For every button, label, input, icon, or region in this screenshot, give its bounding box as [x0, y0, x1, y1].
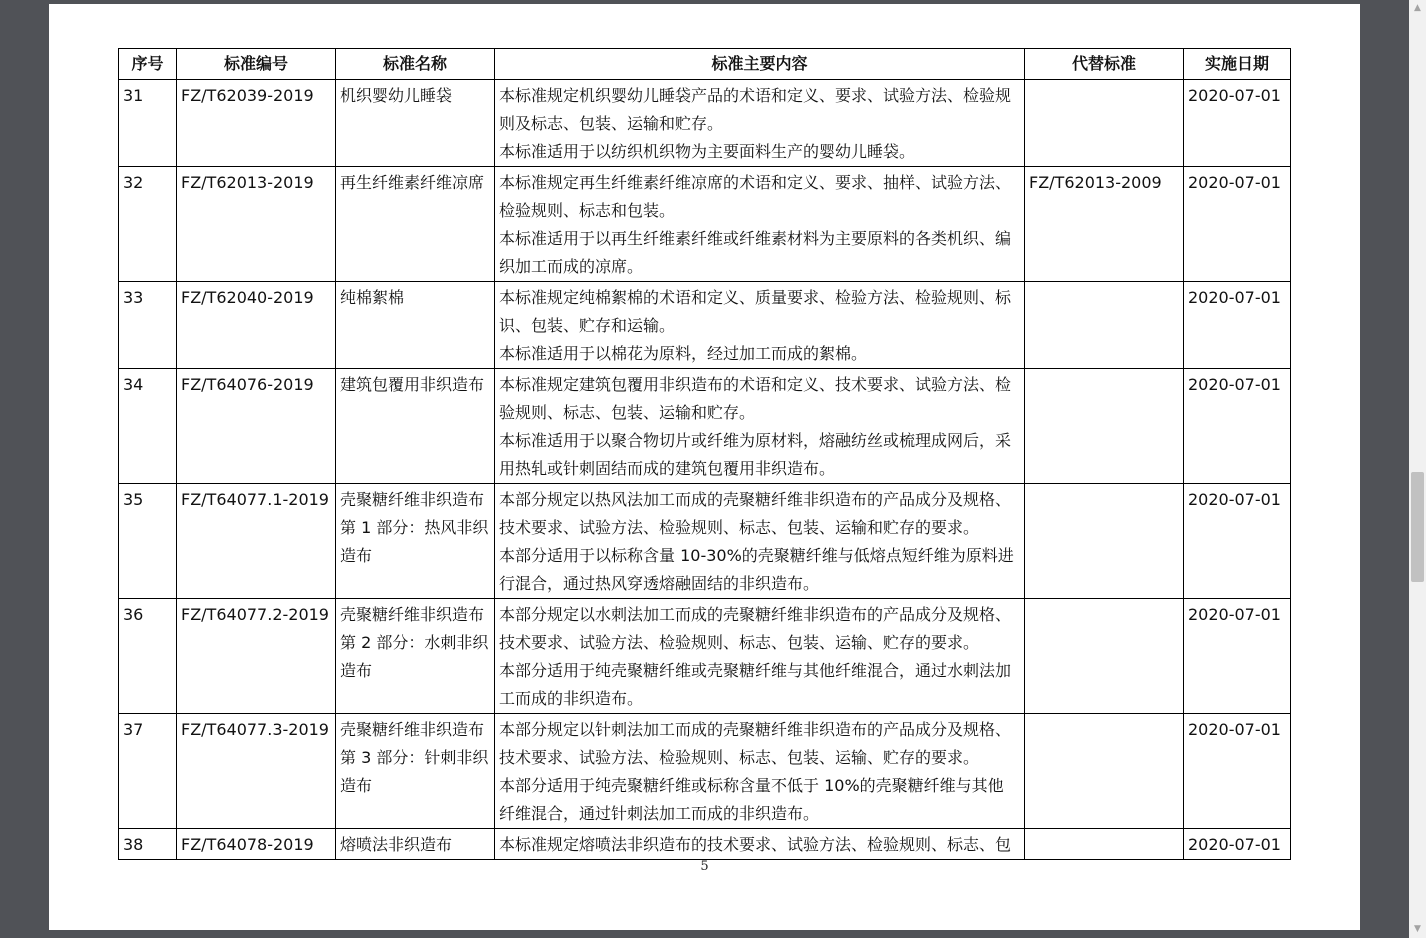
scrollbar-thumb[interactable]	[1411, 472, 1424, 582]
cell-code: FZ/T62040-2019	[177, 282, 336, 369]
cell-content-line: 本标准适用于以棉花为原料，经过加工而成的絮棉。	[499, 344, 868, 363]
table-header-row	[119, 49, 1291, 80]
cell-no: 35	[119, 484, 177, 599]
standards-table	[118, 48, 1291, 860]
cell-content-line: 本标准适用于以聚合物切片或纤维为原材料，熔融纺丝或梳理成网后，采	[499, 431, 1012, 450]
cell-replaces	[1025, 484, 1184, 599]
cell-name-line: 熔喷法非织造布	[340, 835, 453, 854]
table-row	[119, 599, 1291, 714]
cell-replaces	[1025, 282, 1184, 369]
cell-content	[495, 80, 1025, 167]
cell-content-line: 本标准适用于以纺织机织物为主要面料生产的婴幼儿睡袋。	[499, 142, 916, 161]
cell-no: 38	[119, 829, 177, 860]
cell-content	[495, 484, 1025, 599]
header-no: 序号	[119, 49, 177, 80]
page-number: 5	[700, 859, 709, 874]
cell-name-line: 壳聚糖纤维非织造布	[340, 720, 485, 739]
cell-name	[336, 167, 495, 282]
cell-no: 34	[119, 369, 177, 484]
cell-date: 2020-07-01	[1184, 599, 1291, 714]
cell-replaces	[1025, 599, 1184, 714]
header-name: 标准名称	[336, 49, 495, 80]
cell-name	[336, 599, 495, 714]
cell-code: FZ/T62039-2019	[177, 80, 336, 167]
cell-no: 36	[119, 599, 177, 714]
cell-code: FZ/T62013-2019	[177, 167, 336, 282]
cell-content-line: 识、包装、贮存和运输。	[499, 316, 676, 335]
vertical-scrollbar[interactable]	[1409, 0, 1426, 938]
cell-content-line: 技术要求、试验方法、检验规则、标志、包装、运输、贮存的要求。	[499, 633, 980, 652]
cell-replaces	[1025, 714, 1184, 829]
cell-name	[336, 80, 495, 167]
cell-replaces	[1025, 80, 1184, 167]
cell-name	[336, 714, 495, 829]
header-replaces: 代替标准	[1025, 49, 1184, 80]
cell-date: 2020-07-01	[1184, 829, 1291, 860]
cell-name-line: 壳聚糖纤维非织造布	[340, 490, 485, 509]
cell-date: 2020-07-01	[1184, 167, 1291, 282]
table-row	[119, 714, 1291, 829]
table-row	[119, 167, 1291, 282]
cell-replaces: FZ/T62013-2009	[1025, 167, 1184, 282]
cell-content	[495, 714, 1025, 829]
cell-content-line: 工而成的非织造布。	[499, 689, 644, 708]
cell-content-line: 技术要求、试验方法、检验规则、标志、包装、运输和贮存的要求。	[499, 518, 980, 537]
cell-content-line: 本部分适用于纯壳聚糖纤维或壳聚糖纤维与其他纤维混合，通过水刺法加	[499, 661, 1012, 680]
cell-content-line: 技术要求、试验方法、检验规则、标志、包装、运输、贮存的要求。	[499, 748, 980, 767]
cell-content-line: 行混合，通过热风穿透熔融固结的非织造布。	[499, 574, 820, 593]
cell-code: FZ/T64077.1-2019	[177, 484, 336, 599]
cell-content-line: 本标准规定建筑包覆用非织造布的术语和定义、技术要求、试验方法、检	[499, 375, 1012, 394]
scroll-down-arrow-icon[interactable]: ▼	[1414, 924, 1421, 934]
cell-content-line: 用热轧或针刺固结而成的建筑包覆用非织造布。	[499, 459, 836, 478]
cell-content	[495, 829, 1025, 860]
header-content: 标准主要内容	[495, 49, 1025, 80]
cell-name-line: 机织婴幼儿睡袋	[340, 86, 453, 105]
cell-content	[495, 167, 1025, 282]
cell-name-line: 造布	[340, 661, 373, 680]
cell-content-line: 本标准规定纯棉絮棉的术语和定义、质量要求、检验方法、检验规则、标	[499, 288, 1012, 307]
cell-name	[336, 484, 495, 599]
cell-name-line: 纯棉絮棉	[340, 288, 405, 307]
cell-name-line: 建筑包覆用非织造布	[340, 375, 485, 394]
cell-content-line: 本部分规定以热风法加工而成的壳聚糖纤维非织造布的产品成分及规格、	[499, 490, 1012, 509]
cell-content-line: 本标准适用于以再生纤维素纤维或纤维素材料为主要原料的各类机织、编	[499, 229, 1012, 248]
cell-name-line: 造布	[340, 776, 373, 795]
cell-name-line: 再生纤维素纤维凉席	[340, 173, 485, 192]
cell-content-line: 织加工而成的凉席。	[499, 257, 644, 276]
table-row	[119, 80, 1291, 167]
cell-date: 2020-07-01	[1184, 484, 1291, 599]
cell-no: 37	[119, 714, 177, 829]
header-code: 标准编号	[177, 49, 336, 80]
cell-content	[495, 369, 1025, 484]
cell-content	[495, 599, 1025, 714]
document-page	[49, 4, 1360, 930]
cell-content-line: 本标准规定熔喷法非织造布的技术要求、试验方法、检验规则、标志、包	[499, 835, 1012, 854]
cell-date: 2020-07-01	[1184, 80, 1291, 167]
cell-content-line: 本部分规定以水刺法加工而成的壳聚糖纤维非织造布的产品成分及规格、	[499, 605, 1012, 624]
cell-content-line: 纤维混合，通过针刺法加工而成的非织造布。	[499, 804, 820, 823]
header-date: 实施日期	[1184, 49, 1291, 80]
cell-name	[336, 829, 495, 860]
table-row	[119, 282, 1291, 369]
cell-content-line: 本标准规定再生纤维素纤维凉席的术语和定义、要求、抽样、试验方法、	[499, 173, 1012, 192]
cell-replaces	[1025, 829, 1184, 860]
cell-date: 2020-07-01	[1184, 282, 1291, 369]
cell-content-line: 本标准规定机织婴幼儿睡袋产品的术语和定义、要求、试验方法、检验规	[499, 86, 1012, 105]
cell-content-line: 则及标志、包装、运输和贮存。	[499, 114, 724, 133]
table-row	[119, 484, 1291, 599]
cell-code: FZ/T64077.2-2019	[177, 599, 336, 714]
cell-name-line: 第 1 部分：热风非织	[340, 518, 489, 537]
cell-name-line: 第 2 部分：水刺非织	[340, 633, 489, 652]
cell-no: 33	[119, 282, 177, 369]
cell-name	[336, 282, 495, 369]
cell-code: FZ/T64076-2019	[177, 369, 336, 484]
cell-content	[495, 282, 1025, 369]
table-row	[119, 369, 1291, 484]
cell-replaces	[1025, 369, 1184, 484]
cell-no: 32	[119, 167, 177, 282]
cell-content-line: 检验规则、标志和包装。	[499, 201, 676, 220]
cell-content-line: 本部分适用于以标称含量 10-30%的壳聚糖纤维与低熔点短纤维为原料进	[499, 546, 1014, 565]
cell-content-line: 本部分适用于纯壳聚糖纤维或标称含量不低于 10%的壳聚糖纤维与其他	[499, 776, 1004, 795]
cell-content-line: 验规则、标志、包装、运输和贮存。	[499, 403, 756, 422]
scroll-up-arrow-icon[interactable]: ▲	[1414, 3, 1421, 13]
cell-name-line: 第 3 部分：针刺非织	[340, 748, 489, 767]
cell-name-line: 造布	[340, 546, 373, 565]
cell-code: FZ/T64078-2019	[177, 829, 336, 860]
table-row	[119, 829, 1291, 860]
cell-name-line: 壳聚糖纤维非织造布	[340, 605, 485, 624]
cell-no: 31	[119, 80, 177, 167]
cell-date: 2020-07-01	[1184, 369, 1291, 484]
cell-content-line: 本部分规定以针刺法加工而成的壳聚糖纤维非织造布的产品成分及规格、	[499, 720, 1012, 739]
cell-code: FZ/T64077.3-2019	[177, 714, 336, 829]
cell-name	[336, 369, 495, 484]
cell-date: 2020-07-01	[1184, 714, 1291, 829]
